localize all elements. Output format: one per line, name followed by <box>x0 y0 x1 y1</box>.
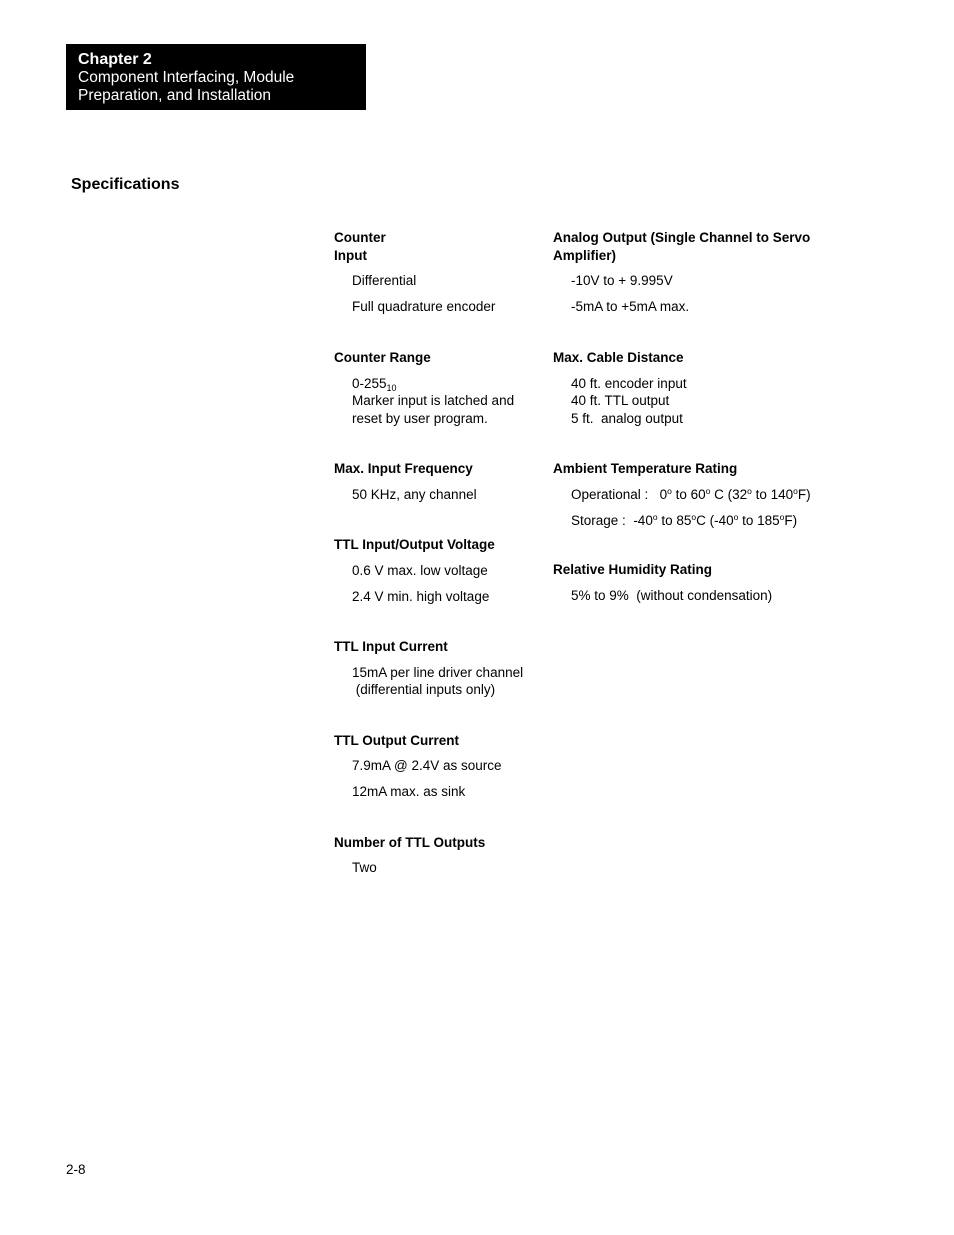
spec-title: Analog Output (Single Channel to Servo <box>553 230 811 245</box>
spec-value: 5% to 9% (without condensation) <box>571 587 773 603</box>
spec-max-cable-distance <box>553 349 833 427</box>
temperature-unit: F <box>784 512 793 528</box>
spec-value: 7.9mA @ 2.4V as source <box>352 758 502 773</box>
spec-title: Counter <box>334 230 386 245</box>
specs-left-column <box>334 229 544 877</box>
spec-title: Input <box>334 247 367 263</box>
section-heading: Specifications <box>71 176 180 193</box>
spec-title: Amplifier) <box>553 247 617 263</box>
temperature-value: 140 <box>770 486 794 502</box>
temperature-value: 60 <box>690 486 706 502</box>
counter-range-subscript: 10 <box>386 382 397 393</box>
spec-counter-input <box>334 229 544 315</box>
spec-title: TTL Output Current <box>334 732 459 748</box>
degree-sign: o <box>793 485 798 496</box>
degree-sign: o <box>747 485 752 496</box>
temperature-value: 85 <box>676 512 692 528</box>
temperature-value: 0 <box>659 486 668 502</box>
spec-value: Full quadrature encoder <box>352 298 496 314</box>
degree-sign: o <box>779 511 785 522</box>
spec-value: reset by user program. <box>352 410 488 426</box>
temperature-value: 32 <box>732 486 748 502</box>
temperature-storage: Storage : -40$^o$ to 85$^o$C (-40$^o$ to 185$^o$F) <box>571 511 798 528</box>
spec-value: 12mA max. as sink <box>352 784 466 799</box>
chapter-title-line-1: Component Interfacing, Module <box>78 69 295 86</box>
degree-sign: o <box>652 511 658 522</box>
spec-ttl-output-current <box>334 732 544 801</box>
degree-sign: o <box>733 511 739 522</box>
spec-ttl-io-voltage <box>334 536 544 605</box>
spec-value: Two <box>352 860 377 875</box>
spec-title: TTL Input Current <box>334 639 448 654</box>
spec-relative-humidity <box>553 561 833 604</box>
spec-title: Max. Input Frequency <box>334 461 473 476</box>
temperature-unit: F <box>797 486 807 502</box>
spec-value: Differential <box>352 273 417 288</box>
spec-ambient-temperature <box>553 460 833 529</box>
temperature-value: -40 <box>714 512 734 528</box>
spec-value: 40 ft. encoder input <box>571 375 687 391</box>
spec-title: Relative Humidity Rating <box>553 562 713 577</box>
temperature-label: Storage : <box>571 512 626 528</box>
spec-value: -5mA to +5mA max. <box>571 298 690 314</box>
spec-title: Counter Range <box>334 350 431 365</box>
spec-title: Number of TTL Outputs <box>334 834 486 850</box>
spec-title: Max. Cable Distance <box>553 350 684 365</box>
spec-value <box>334 375 544 393</box>
spec-counter-range <box>334 349 544 427</box>
chapter-title-line-2: Preparation, and Installation <box>78 87 272 104</box>
chapter-label: Chapter 2 <box>78 51 152 68</box>
specs-right-column <box>553 229 833 604</box>
temperature-value: 185 <box>757 512 780 528</box>
spec-value: 50 KHz, any channel <box>352 486 477 502</box>
chapter-header-box <box>66 44 366 110</box>
spec-title: Ambient Temperature Rating <box>553 461 738 476</box>
spec-value: 0.6 V max. low voltage <box>352 562 488 578</box>
degree-sign: o <box>705 485 711 496</box>
degree-sign: o <box>691 511 697 522</box>
spec-analog-output <box>553 229 833 315</box>
spec-value: 15mA per line driver channel <box>352 664 524 680</box>
spec-value: 5 ft. analog output <box>571 410 683 426</box>
temperature-label: Operational : <box>571 486 649 502</box>
spec-value: Marker input is latched and <box>352 393 515 408</box>
degree-sign: o <box>667 485 672 496</box>
spec-max-input-frequency <box>334 460 544 503</box>
spec-number-ttl-outputs <box>334 834 544 877</box>
spec-title: TTL Input/Output Voltage <box>334 537 495 552</box>
spec-value: (differential inputs only) <box>352 682 496 697</box>
spec-value: 2.4 V min. high voltage <box>352 588 490 604</box>
counter-range-base: 0-255 <box>352 375 387 391</box>
spec-value: -10V to + 9.995V <box>571 273 673 288</box>
temperature-unit: C <box>696 512 706 528</box>
temperature-unit: C <box>714 486 724 502</box>
temperature-value: -40 <box>633 512 653 528</box>
page-number: 2-8 <box>66 1162 86 1177</box>
temperature-operational: Operational : 0$^o$ to 60$^o$ C (32$^o$ to 140$^o$F) <box>571 485 811 502</box>
spec-ttl-input-current <box>334 638 544 699</box>
spec-value: 40 ft. TTL output <box>571 393 670 408</box>
